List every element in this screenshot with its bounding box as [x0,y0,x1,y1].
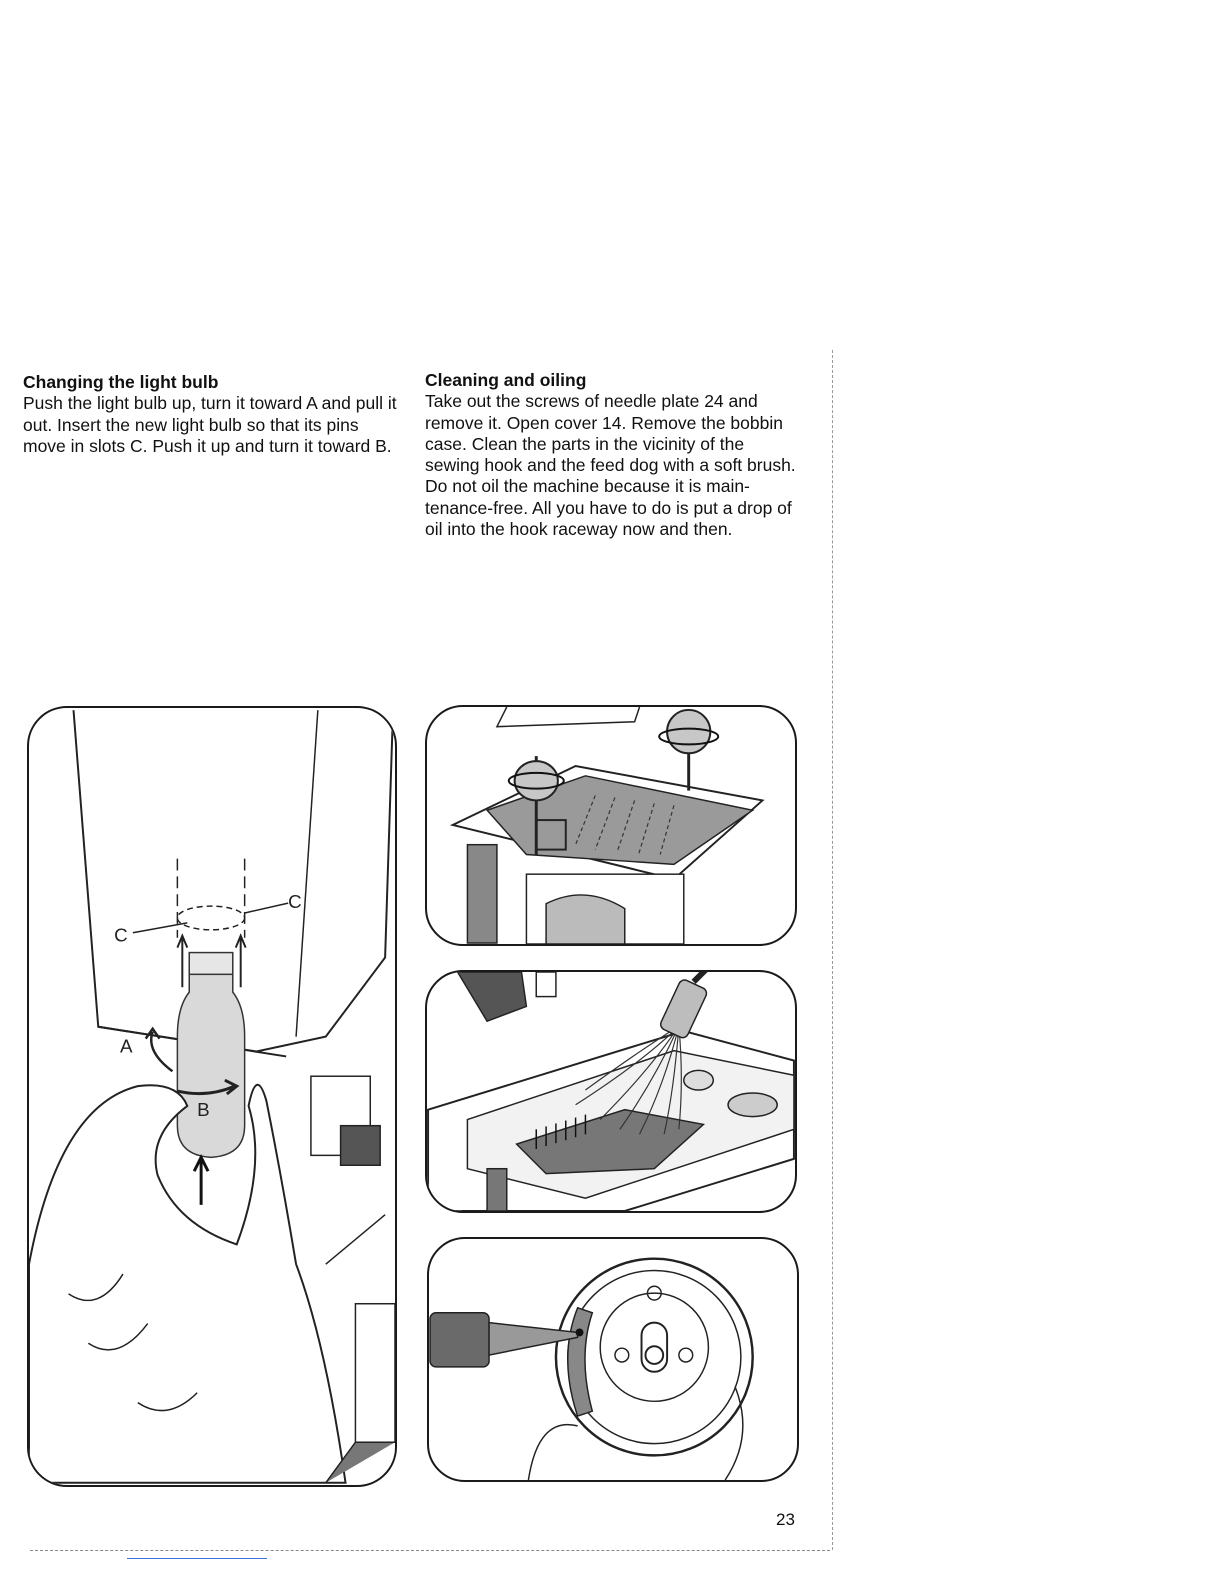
light-bulb-illustration [27,706,397,1487]
brush-cleaning-drawing [427,972,795,1211]
cleaning-section [425,370,800,540]
light-bulb-instructions: Push the light bulb up, turn it toward A and pull it out. Insert the new light bulb so that its pins move in slots C. Push it up and turn it toward B. [23,393,397,456]
oiling-hook-drawing [429,1239,797,1480]
light-bulb-section [23,372,403,457]
light-bulb-heading: Changing the light bulb [23,372,219,392]
label-c-right: C [288,891,302,913]
needle-plate-drawing [427,707,795,944]
cleaning-heading: Cleaning and oiling [425,370,587,390]
light-bulb-drawing [29,708,395,1485]
page-number: 23 [776,1510,795,1529]
label-a: A [120,1035,133,1057]
oiling-instructions: Do not oil the machine because it is main-tenance-free. All you have to do is put a drop of oil into the hook raceway now and then. [425,476,792,540]
cleaning-instructions: Take out the screws of needle plate 24 and remove it. Open cover 14. Remove the bobbin case. Clean the parts in the vicinity of the sewing hook and the feed dog with a soft brush. [425,391,796,476]
needle-plate-screws-illustration [425,705,797,946]
scan-edge-bottom [30,1550,830,1551]
footer-rule [127,1558,267,1559]
scan-edge-right [832,350,833,1550]
brush-cleaning-illustration [425,970,797,1213]
label-b: B [197,1098,210,1120]
label-c-left: C [114,924,128,946]
oiling-hook-illustration [427,1237,799,1482]
